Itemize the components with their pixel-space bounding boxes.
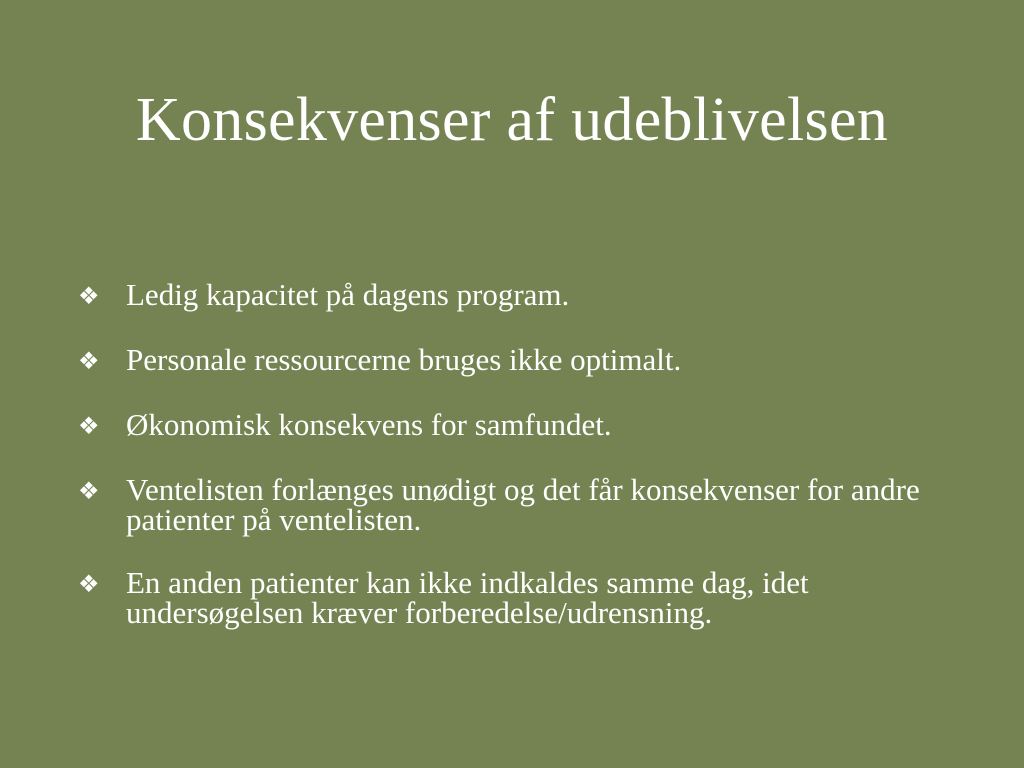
bullet-text: Ledig kapacitet på dagens program.: [126, 277, 570, 312]
bullet-item: [78, 277, 968, 312]
bullet-item: [78, 472, 968, 537]
bullet-list: [78, 277, 968, 661]
diamond-bullet-icon: ❖: [78, 284, 100, 310]
bullet-item: [78, 342, 968, 377]
bullet-text: Personale ressourcerne bruges ikke optimalt.: [126, 342, 682, 377]
diamond-bullet-icon: ❖: [78, 414, 100, 440]
bullet-text: Økonomisk konsekvens for samfundet.: [126, 407, 612, 442]
diamond-bullet-icon: ❖: [78, 479, 100, 505]
diamond-bullet-icon: ❖: [78, 349, 100, 375]
bullet-text: Ventelisten forlænges unødigt og det får konsekvenser for andre patienter på ventelisten.: [126, 472, 920, 537]
diamond-bullet-icon: ❖: [78, 572, 100, 598]
bullet-item: [78, 407, 968, 442]
bullet-item: [78, 565, 968, 630]
bullet-text: En anden patienter kan ikke indkaldes samme dag, idet undersøgelsen kræver forberedelse/udrensning.: [126, 565, 809, 630]
slide-title: Konsekvenser af udeblivelsen: [135, 86, 889, 154]
